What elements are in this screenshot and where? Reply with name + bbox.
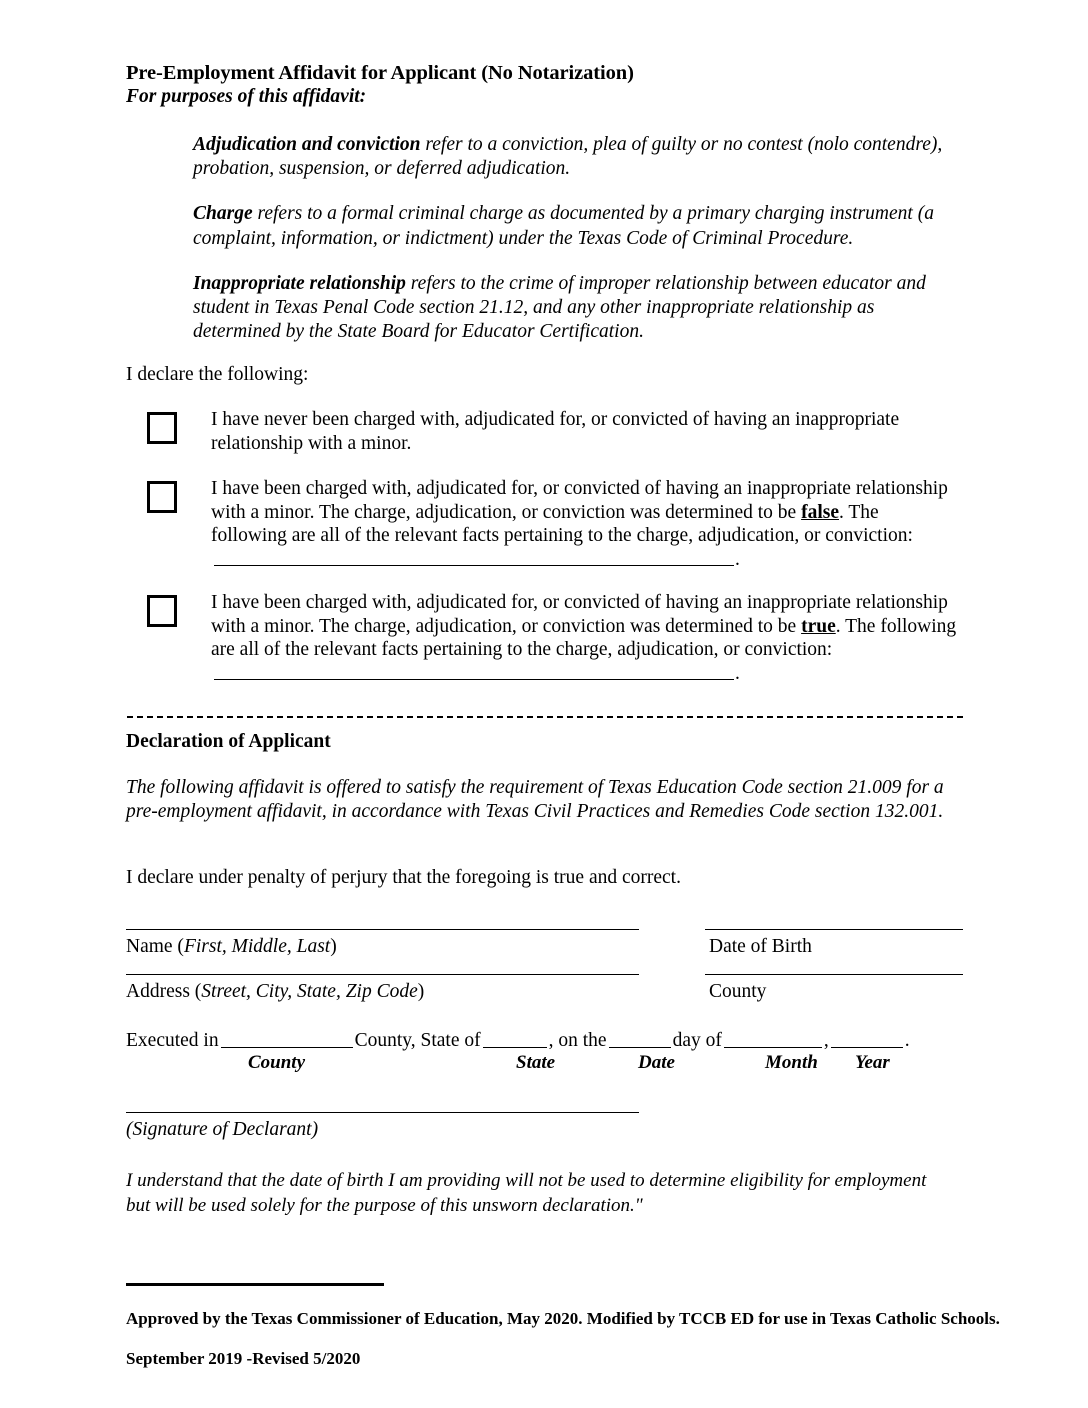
declaration-option-3-text: [211, 591, 957, 685]
name-label-close: ): [330, 936, 337, 957]
executed-comma: ,: [823, 1030, 829, 1051]
executed-year-input[interactable]: [831, 1032, 903, 1048]
definition-text-inappropriate-relationship: refers to the crime of improper relationship between educator and student in Texas Penal Code section 21.12, and any other inappropriate relationship as determined by the State Board for Educator Certification.: [193, 272, 926, 343]
option-2-emphasis-false: false: [801, 501, 839, 523]
name-label-main: Name (: [126, 936, 184, 957]
definition-text-charge: refers to a formal criminal charge as documented by a primary charging instrument (a complaint, information, or indictment) under the Texas Code of Criminal Procedure.: [193, 203, 934, 249]
executed-sublabels: [0, 1052, 1088, 1078]
page-title: Pre-Employment Affidavit for Applicant (No Notarization): [126, 62, 634, 84]
county-input[interactable]: [705, 974, 963, 975]
definitions-block: [193, 133, 965, 365]
declaration-option-2[interactable]: [147, 477, 957, 571]
date-of-birth-note: I understand that the date of birth I am providing will not be used to determine eligibility for employment but will be used solely for the purpose of this unsworn declaration.": [126, 1170, 927, 1216]
date-of-birth-input[interactable]: [705, 929, 963, 930]
executed-state-input[interactable]: [483, 1032, 547, 1048]
option-3-part1: I have been charged with, adjudicated for, or convicted of having an inappropriate relationship with a minor. The charge, adjudication, or conviction was determined to be: [211, 592, 948, 637]
declaration-option-1-text: I have never been charged with, adjudicated for, or convicted of having an inappropriate relationship with a minor.: [211, 409, 900, 454]
footer-revision-text: September 2019 -Revised 5/2020: [126, 1349, 361, 1368]
definition-inappropriate-relationship: [193, 272, 965, 345]
option-2-trailing: .: [735, 548, 740, 570]
date-of-birth-label: Date of Birth: [709, 936, 812, 957]
address-label-close: ): [417, 981, 425, 1002]
executed-month-input[interactable]: [724, 1032, 822, 1048]
checkbox-charged-determined-false[interactable]: [147, 481, 177, 513]
definition-term-charge: Charge: [193, 203, 253, 225]
name-label-italic: First, Middle, Last: [183, 936, 331, 957]
option-3-emphasis-true: true: [801, 615, 836, 637]
address-label: [126, 981, 424, 1003]
executed-date-input[interactable]: [609, 1032, 671, 1048]
name-label: [126, 936, 337, 958]
option-2-part2: . The following are all of the relevant facts pertaining to the charge, adjudication, or conviction:: [211, 501, 913, 547]
sublabel-date: Date: [638, 1052, 675, 1073]
county-label: County: [709, 981, 767, 1002]
definition-term-adjudication: Adjudication and conviction: [193, 134, 421, 155]
affidavit-statement: The following affidavit is offered to satisfy the requirement of Texas Education Code section 21.009 for a pre-employment affidavit, in accordance with Texas Civil Practices and Remedies Code section 132.001.: [126, 777, 944, 823]
declaration-of-applicant-heading: Declaration of Applicant: [126, 731, 331, 752]
sublabel-state: State: [516, 1052, 556, 1073]
sublabel-year: Year: [855, 1052, 890, 1073]
signature-label: (Signature of Declarant): [126, 1119, 319, 1140]
perjury-statement: I declare under penalty of perjury that the foregoing is true and correct.: [126, 867, 681, 888]
sublabel-month: Month: [765, 1052, 818, 1073]
option-3-trailing: .: [735, 662, 740, 684]
executed-mid1: County, State of: [354, 1030, 481, 1051]
page-subtitle: For purposes of this affidavit:: [126, 86, 367, 107]
executed-prefix: Executed in: [126, 1030, 219, 1051]
signature-input[interactable]: [126, 1112, 639, 1113]
footnote-separator: [126, 1283, 384, 1286]
option-3-part2: . The following are all of the relevant facts pertaining to the charge, adjudication, or conviction:: [211, 615, 957, 661]
section-divider: [127, 716, 963, 718]
executed-period: .: [904, 1030, 910, 1051]
declare-following-label: I declare the following:: [126, 364, 309, 385]
declaration-option-2-text: [211, 477, 957, 571]
address-label-italic: Street, City, State, Zip Code: [201, 981, 418, 1002]
definition-adjudication: [193, 133, 965, 181]
footer-approved-text: Approved by the Texas Commissioner of Education, May 2020. Modified by TCCB ED for use in Texas Catholic Schools.: [126, 1309, 1000, 1328]
executed-mid3: day of: [672, 1030, 722, 1051]
definition-text-adjudication: refer to a conviction, plea of guilty or no contest (nolo contendre), probation, suspension, or deferred adjudication.: [193, 134, 943, 180]
checkbox-never-charged[interactable]: [147, 412, 177, 444]
option-2-part1: I have been charged with, adjudicated for, or convicted of having an inappropriate relationship with a minor. The charge, adjudication, or conviction was determined to be: [211, 478, 948, 523]
checkbox-charged-determined-true[interactable]: [147, 595, 177, 627]
declaration-option-1[interactable]: [147, 408, 957, 455]
declaration-option-3[interactable]: [147, 591, 957, 685]
executed-in-line: [126, 1029, 910, 1053]
executed-mid2: , on the: [548, 1030, 607, 1051]
sublabel-county: County: [248, 1052, 306, 1073]
definition-term-inappropriate-relationship: Inappropriate relationship: [193, 272, 406, 294]
address-label-main: Address (: [126, 981, 202, 1002]
option-2-facts-input[interactable]: [214, 550, 734, 566]
address-input[interactable]: [126, 974, 639, 975]
definition-charge: [193, 202, 965, 250]
name-input[interactable]: [126, 929, 639, 930]
executed-county-input[interactable]: [221, 1032, 353, 1048]
option-3-facts-input[interactable]: [214, 664, 734, 680]
